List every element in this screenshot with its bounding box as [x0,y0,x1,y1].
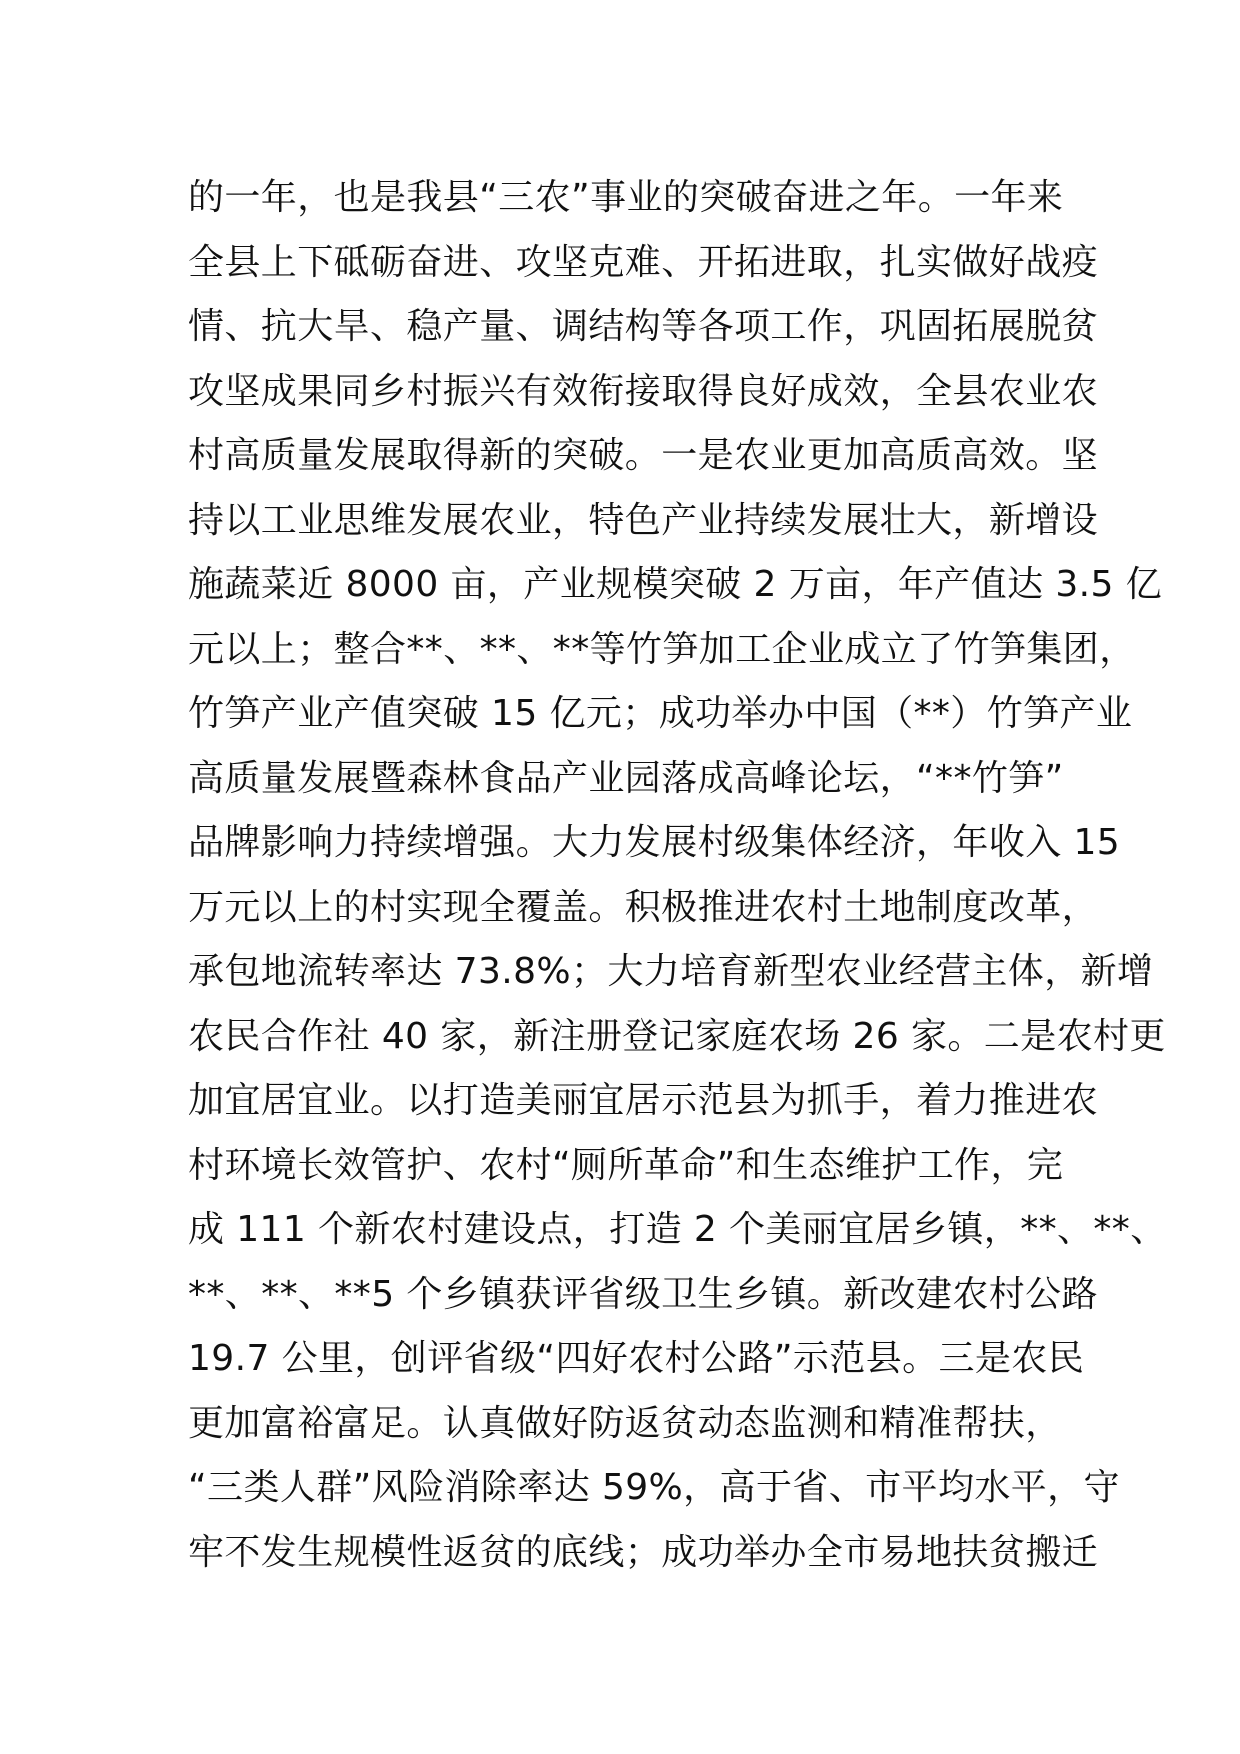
text-line: 元以上；整合**、**、**等竹笋加工企业成立了竹笋集团， [188,628,1136,670]
text-line: 村高质量发展取得新的突破。一是农业更加高质高效。坚 [188,435,1099,476]
text-line: 品牌影响力持续增强。大力发展村级集体经济，年收入 15 [188,822,1121,863]
text-line: 情、抗大旱、稳产量、调结构等各项工作，巩固拓展脱贫 [188,306,1099,347]
text-line: 的一年，也是我县“三农”事业的突破奋进之年。一年来 [188,177,1064,218]
text-line: 更加富裕富足。认真做好防返贫动态监测和精准帮扶， [188,1402,1062,1444]
text-line: 承包地流转率达 73.8%；大力培育新型农业经营主体，新增 [188,951,1154,992]
body-text [188,166,1167,1585]
text-line: 加宜居宜业。以打造美丽宜居示范县为抓手，着力推进农 [188,1080,1099,1121]
text-line: 竹笋产业产值突破 15 亿元；成功举办中国（**）竹笋产业 [188,693,1133,734]
text-line: 万元以上的村实现全覆盖。积极推进农村土地制度改革， [188,886,1099,928]
text-line: 成 111 个新农村建设点，打造 2 个美丽宜居乡镇，**、**、 [188,1209,1167,1250]
text-line: “三类人群”风险消除率达 59%，高于省、市平均水平，守 [188,1467,1120,1508]
text-line: 村环境长效管护、农村“厕所革命”和生态维护工作，完 [188,1144,1064,1186]
text-line: **、**、**5 个乡镇获评省级卫生乡镇。新改建农村公路 [188,1273,1098,1315]
text-line: 施蔬菜近 8000 亩，产业规模突破 2 万亩，年产值达 3.5 亿 [188,564,1163,605]
text-line: 牢不发生规模性返贫的底线；成功举办全市易地扶贫搬迁 [188,1531,1099,1573]
text-line: 高质量发展暨森林食品产业园落成高峰论坛，“**竹笋” [188,757,1064,799]
text-line: 持以工业思维发展农业，特色产业持续发展壮大，新增设 [188,499,1099,541]
text-line: 19.7 公里，创评省级“四好农村公路”示范县。三是农民 [188,1338,1085,1379]
text-line: 攻坚成果同乡村振兴有效衔接取得良好成效，全县农业农 [188,370,1099,412]
text-line: 农民合作社 40 家，新注册登记家庭农场 26 家。二是农村更 [188,1015,1166,1057]
text-line: 全县上下砥砺奋进、攻坚克难、开拓进取，扎实做好战疫 [188,241,1099,283]
